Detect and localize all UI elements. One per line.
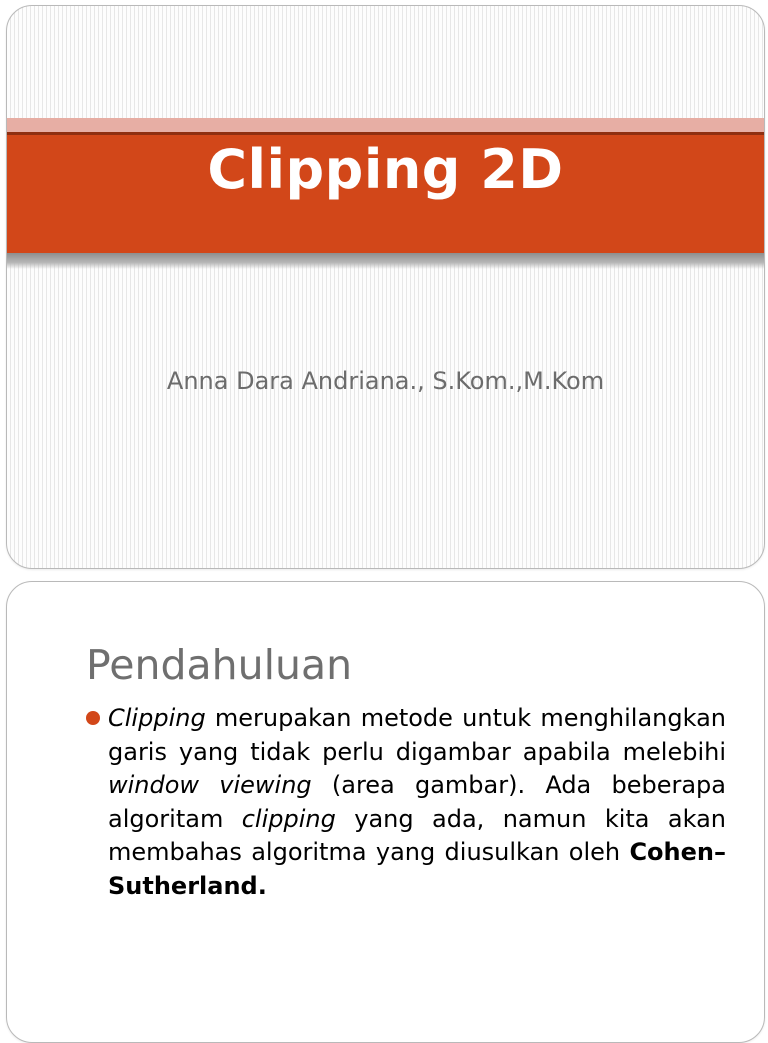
bullet-item — [86, 702, 726, 903]
bullet-term-clipping-2: clipping — [241, 804, 336, 833]
title-band-highlight — [7, 118, 764, 132]
bullet-term-cohen-sutherland: Cohen–Sutherland. — [108, 838, 726, 900]
bullet-term-window-viewing: window viewing — [108, 771, 312, 799]
slide-title: Clipping 2D — [207, 138, 564, 201]
bullet-text-part: yang ada, namun kita akan membahas algoritma yang diusulkan oleh — [108, 804, 727, 866]
title-band-shadow — [7, 253, 764, 269]
bullet-text — [108, 702, 726, 903]
bullet-dot-icon — [86, 711, 100, 725]
bullet-text-part: merupakan metode untuk menghilangkan garis yang tidak perlu digambar apabila melebihi — [108, 704, 726, 766]
bullet-term-clipping: Clipping — [108, 704, 206, 732]
bullet-text-part: (area gambar). Ada beberapa algoritam — [108, 771, 726, 833]
content-slide[interactable] — [6, 581, 765, 1043]
slide-subtitle: Anna Dara Andriana., S.Kom.,M.Kom — [166, 367, 605, 395]
title-slide[interactable] — [6, 5, 765, 569]
slide-heading: Pendahuluan — [86, 641, 353, 689]
